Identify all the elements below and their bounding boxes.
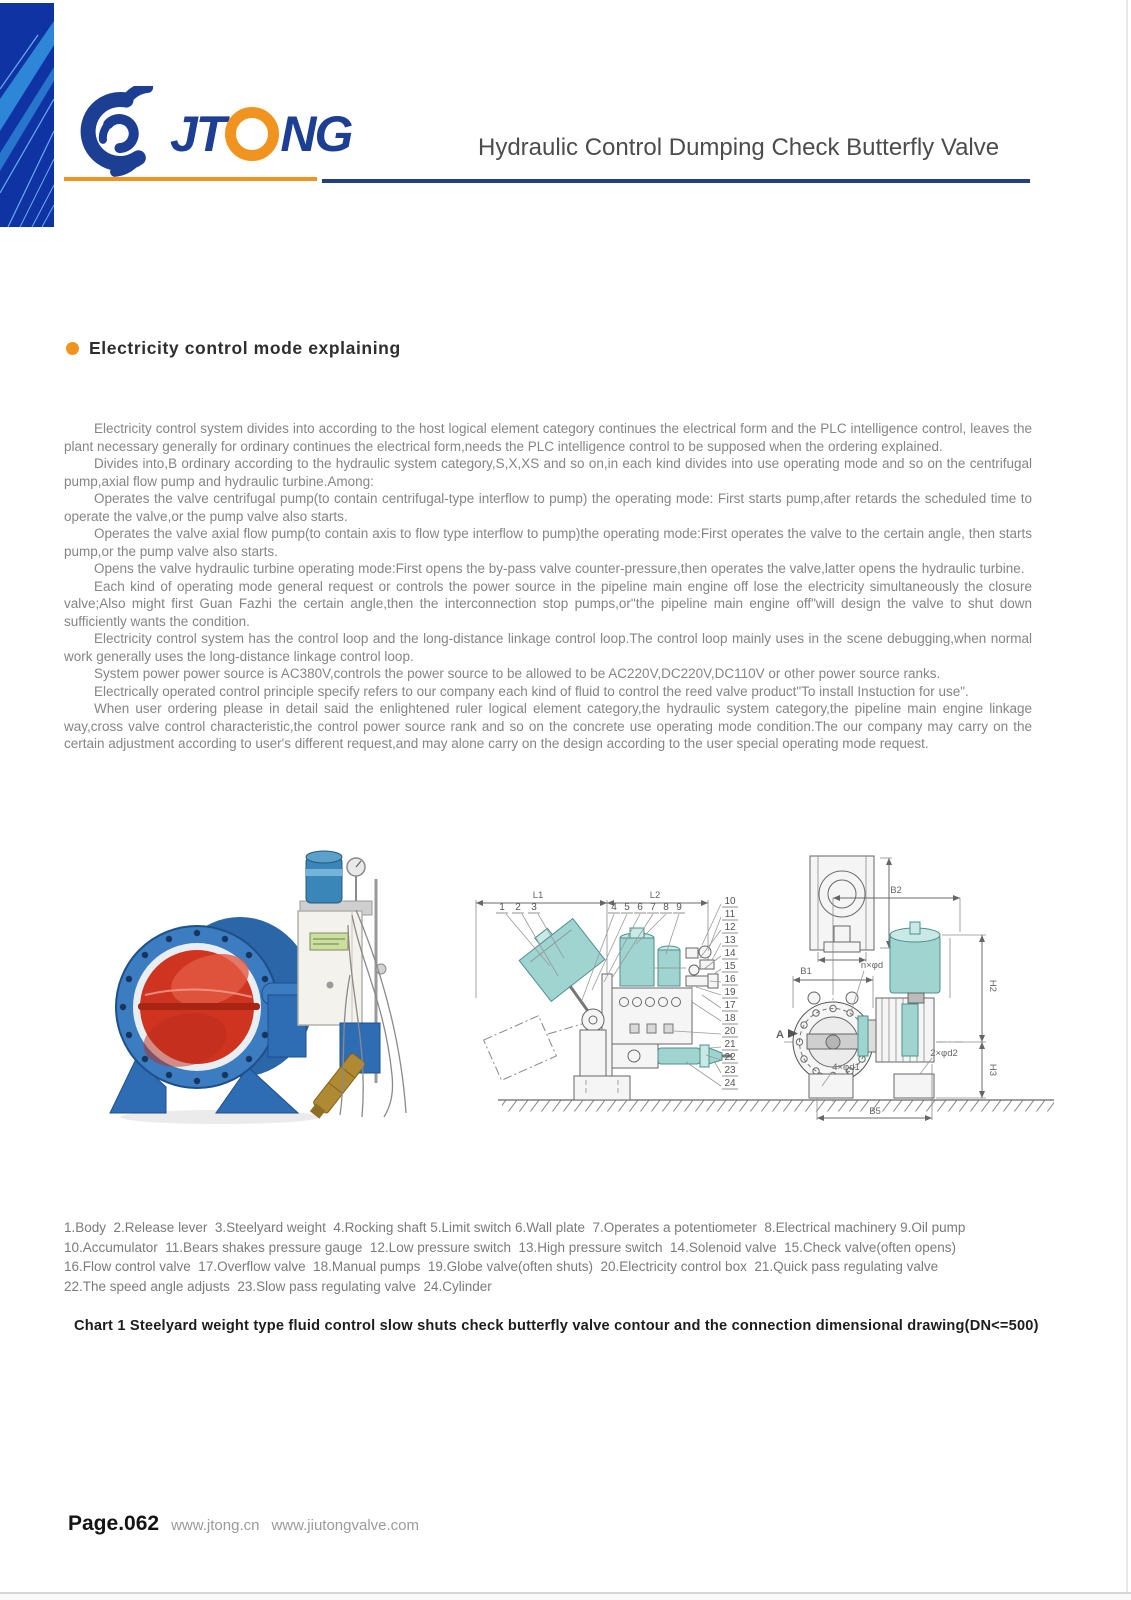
callout-label: 3 bbox=[531, 902, 537, 913]
universal-joint bbox=[308, 1053, 367, 1121]
body-text bbox=[64, 420, 1032, 753]
side-view bbox=[484, 912, 732, 1100]
callout-label: 19 bbox=[724, 987, 736, 998]
valve-block bbox=[612, 988, 692, 1044]
body-paragraph: Electrically operated control principle specify refers to our company each kind of fluid to control the reed valve product"To install Instuction for use". bbox=[94, 683, 969, 699]
callout-label: 2 bbox=[515, 902, 521, 913]
cabinet-display bbox=[310, 933, 348, 950]
chart-caption: Chart 1 Steelyard weight type fluid control slow shuts check butterfly valve contour and the connection dimensional drawing(DN<=500) bbox=[74, 1318, 1039, 1334]
view-a-label: A bbox=[776, 1029, 784, 1041]
body-paragraph: Operates the valve axial flow pump(to contain axis to flow type interflow to pump)the operating mode:First operates the valve to the certain angle, then starts pump,or the pump valve also starts. bbox=[64, 526, 1032, 559]
section-heading-label: Electricity control mode explaining bbox=[89, 338, 401, 358]
parts-list bbox=[64, 1218, 1036, 1296]
pedestal bbox=[574, 1076, 630, 1100]
callout-label: 6 bbox=[637, 902, 643, 913]
valve-dimensional-drawing bbox=[462, 848, 1070, 1126]
pump-motor bbox=[306, 857, 342, 903]
weight-alt-position bbox=[484, 1016, 557, 1081]
body-paragraph: When user ordering please in detail said the enlightened ruler logical element category,the hydraulic system category,the pipeline main engine linkage way,cross valve control characteristic,the control power source rank and so on the concrete use operating mode condition.The our company may carry on the certain adjustment according to user's different request,and may alone carry on the design according to the user special operating mode request. bbox=[64, 701, 1032, 751]
disc-shaft bbox=[138, 1003, 260, 1010]
logo-o-ring bbox=[225, 107, 279, 161]
scan-edge-right bbox=[1126, 0, 1128, 1600]
body-paragraph: Electricity control system has the control loop and the long-distance linkage control loop.The control loop mainly uses in the scene debugging,when normal work generally uses the long-distance linkage control loop. bbox=[64, 631, 1032, 664]
front-view bbox=[776, 856, 998, 1120]
parts-list-line: 10.Accumulator 11.Bears shakes pressure gauge 12.Low pressure switch 13.High pressure switch 14.Solenoid valve 15.Check valve(often opens) bbox=[64, 1239, 956, 1255]
callout-label: 16 bbox=[724, 974, 736, 985]
callout-label: 8 bbox=[663, 902, 669, 913]
callout-label: 14 bbox=[724, 948, 736, 959]
jtong-logo bbox=[70, 86, 351, 182]
callout-label: 13 bbox=[724, 935, 736, 946]
dim-label: 4×φd1 bbox=[832, 1062, 860, 1073]
dim-label: B2 bbox=[890, 885, 902, 896]
weight-canister bbox=[890, 935, 940, 993]
footer-url-jiutongvalve: www.jiutongvalve.com bbox=[271, 1517, 420, 1534]
parts-list-line: 16.Flow control valve 17.Overflow valve 18.Manual pumps 19.Globe valve(often shuts) 20.Electricity control box 21.Quick pass regulating valve bbox=[64, 1259, 939, 1274]
body-paragraph: Opens the valve hydraulic turbine operating mode:First opens the by-pass valve counter-pressure,then operates the valve,latter opens the hydraulic turbine. bbox=[94, 561, 1025, 576]
section-heading bbox=[66, 338, 401, 359]
bullet-icon bbox=[66, 342, 79, 355]
callout-label: 4 bbox=[611, 902, 617, 913]
callout-label: 12 bbox=[724, 922, 736, 933]
dim-label: B1 bbox=[800, 966, 812, 977]
parts-list-line: 22.The speed angle adjusts 23.Slow pass regulating valve 24.Cylinder bbox=[64, 1278, 492, 1294]
page-footer bbox=[68, 1512, 419, 1536]
dim-label: H3 bbox=[987, 1063, 998, 1077]
ground-hatch bbox=[502, 1101, 1054, 1112]
dim-label: H2 bbox=[987, 979, 998, 993]
callout-label: 1 bbox=[499, 902, 505, 913]
callout-label: 20 bbox=[724, 1026, 736, 1037]
callout-label: 5 bbox=[624, 902, 630, 913]
callout-label: 23 bbox=[724, 1065, 736, 1076]
dim-label: B5 bbox=[869, 1106, 881, 1117]
callout-label: 24 bbox=[724, 1078, 736, 1089]
dim-label: L2 bbox=[649, 890, 661, 901]
body-paragraph: Electricity control system divides into according to the host logical element category continues the electrical form and the PLC intelligence control, leaves the plant necessary generally for ordinary continues the electrical form,needs the PLC intelligence control to be supposed when the ordering explained. bbox=[64, 421, 1032, 454]
logo-wordmark bbox=[170, 105, 351, 163]
callout-label: 15 bbox=[724, 961, 736, 972]
callout-label: 17 bbox=[724, 1000, 736, 1011]
body-paragraph: Each kind of operating mode general request or controls the power source in the pipeline main engine off lose the electricity simultaneously the closure valve;Also might first Guan Fazhi the certain angle,then the interconnection stop pumps,or"the pipeline main engine off"will design the valve to shut down sufficiently wants the condition. bbox=[64, 578, 1032, 629]
logo-letters-ng: NG bbox=[280, 106, 352, 162]
page-title: Hydraulic Control Dumping Check Butterfly Valve bbox=[478, 134, 1000, 161]
callout-label: 18 bbox=[724, 1013, 736, 1024]
callout-label: 10 bbox=[724, 896, 736, 907]
callout-label: 21 bbox=[724, 1039, 736, 1050]
callout-label: 11 bbox=[724, 909, 736, 920]
callout-label: 7 bbox=[650, 902, 656, 913]
callout-label: 22 bbox=[724, 1052, 736, 1063]
corner-stripe-band bbox=[0, 3, 54, 227]
footer-url-jtong: www.jtong.cn bbox=[171, 1517, 260, 1534]
butterfly-valve-photo bbox=[100, 845, 448, 1133]
body-paragraph: Divides into,B ordinary according to the hydraulic system category,S,X,XS and so on,in each kind divides into use operating mode and so on the centrifugal pump,axial flow pump and hydraulic turbine.Among: bbox=[64, 456, 1032, 489]
electrical-machinery bbox=[620, 938, 654, 986]
dim-label: 2×φd2 bbox=[930, 1048, 958, 1059]
body-paragraph: Operates the valve centrifugal pump(to contain centrifugal-type interflow to pump) the operating mode: First starts pump,after retards the scheduled time to operate the valve,or the pump valve also starts. bbox=[64, 491, 1032, 524]
jtong-swirl-icon bbox=[70, 86, 166, 182]
dim-label: n×φd bbox=[860, 960, 884, 971]
page-number: Page.062 bbox=[68, 1512, 160, 1535]
body-paragraph: System power power source is AC380V,controls the power source to be allowed to be AC220V,DC220V,DC110V or other power source ranks. bbox=[94, 666, 941, 681]
callout-label: 9 bbox=[676, 902, 682, 913]
scan-edge-bottom-light bbox=[0, 1594, 1131, 1600]
steelyard-weight bbox=[514, 912, 605, 1001]
dim-label: L1 bbox=[532, 890, 544, 901]
parts-list-line: 1.Body 2.Release lever 3.Steelyard weight 4.Rocking shaft 5.Limit switch 6.Wall plate 7.Operates a potentiometer 8.Electrical machinery 9.Oil pump bbox=[64, 1220, 966, 1235]
logo-letters-jt: JT bbox=[170, 106, 225, 162]
cabinet-knob bbox=[327, 982, 334, 989]
header-rule-blue bbox=[322, 179, 1030, 183]
header-rule-orange bbox=[64, 177, 317, 181]
cylinder bbox=[658, 1048, 700, 1064]
